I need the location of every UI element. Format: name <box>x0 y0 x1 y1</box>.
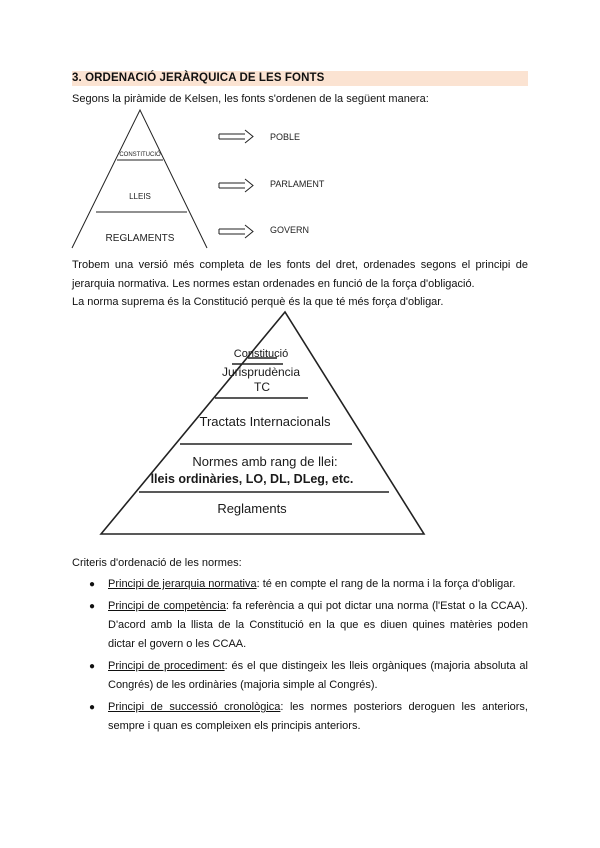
criteria-text: : les normes posteriors deroguen les anteriors, sempre i quan es compleixen els principis anteriors. <box>108 701 528 732</box>
arrow-right-icon <box>219 225 253 238</box>
criteria-list <box>72 575 528 739</box>
intro-text: Segons la piràmide de Kelsen, les fonts s'ordenen de la següent manera: <box>72 93 429 105</box>
large-pyramid-level-constitucio: Constitució <box>233 348 289 360</box>
small-pyramid-outline <box>72 110 207 248</box>
large-pyramid-level-normes-title: Normes amb rang de llei: <box>192 454 338 469</box>
criteria-text: : fa referència a qui pot dictar una norma (l'Estat o la CCAA). D'acord amb la llista de la Constitució en la que es diuen quines matèries poden dictar el govern o les CCAA. <box>108 600 528 650</box>
bullet-icon: ● <box>89 579 96 590</box>
list-item <box>72 698 528 736</box>
arrow-right-icon <box>219 179 253 192</box>
arrow-target-parlament: PARLAMENT <box>270 179 325 189</box>
large-pyramid-level-tc: TC <box>254 380 270 394</box>
list-item <box>72 597 528 654</box>
criteria-title: Criteris d'ordenació de les normes: <box>72 557 242 569</box>
criteria-term: Principi de jerarquia normativa <box>108 578 257 590</box>
large-pyramid-level-normes-detail: lleis ordinàries, LO, DL, DLeg, etc. <box>150 472 354 486</box>
criteria-text: : té en compte el rang de la norma i la força d'obligar. <box>256 578 516 590</box>
arrow-target-govern: GOVERN <box>270 225 310 235</box>
section-heading: 3. ORDENACIÓ JERÀRQUICA DE LES FONTS <box>72 71 528 86</box>
paragraph-fonts-dret: Trobem una versió més completa de les fonts del dret, ordenades segons el principi de jerarquia normativa. Les normes estan ordenades en funció de la força d'obligació. <box>72 259 528 290</box>
large-pyramid-level-tractats: Tractats Internacionals <box>199 414 331 429</box>
arrow-right-icon <box>219 130 253 143</box>
criteria-term: Principi de procediment <box>108 660 225 672</box>
large-pyramid-level-jurisprudencia: Jurisprudència <box>221 365 301 379</box>
large-pyramid-level-reglaments: Reglaments <box>217 501 287 516</box>
paragraph-norma-suprema: La norma suprema és la Constitució perquè és la que té més força d'obligar. <box>72 296 444 308</box>
list-item <box>72 575 528 594</box>
criteria-text: : és el que distingeix les lleis orgàniques (majoria absoluta al Congrés) de les ordinàries (majoria simple al Congrés). <box>108 660 528 691</box>
small-pyramid-level-constitucio: CONSTITUCIÓ <box>119 152 161 158</box>
bullet-icon: ● <box>89 661 96 672</box>
list-item <box>72 657 528 695</box>
criteria-term: Principi de competència <box>108 600 226 612</box>
small-pyramid-level-lleis: LLEIS <box>129 192 151 201</box>
bullet-icon: ● <box>89 702 96 713</box>
small-pyramid-level-reglaments: REGLAMENTS <box>105 233 175 244</box>
criteria-term: Principi de successió cronològica <box>108 701 281 713</box>
arrow-target-poble: POBLE <box>270 132 301 142</box>
bullet-icon: ● <box>89 601 96 612</box>
